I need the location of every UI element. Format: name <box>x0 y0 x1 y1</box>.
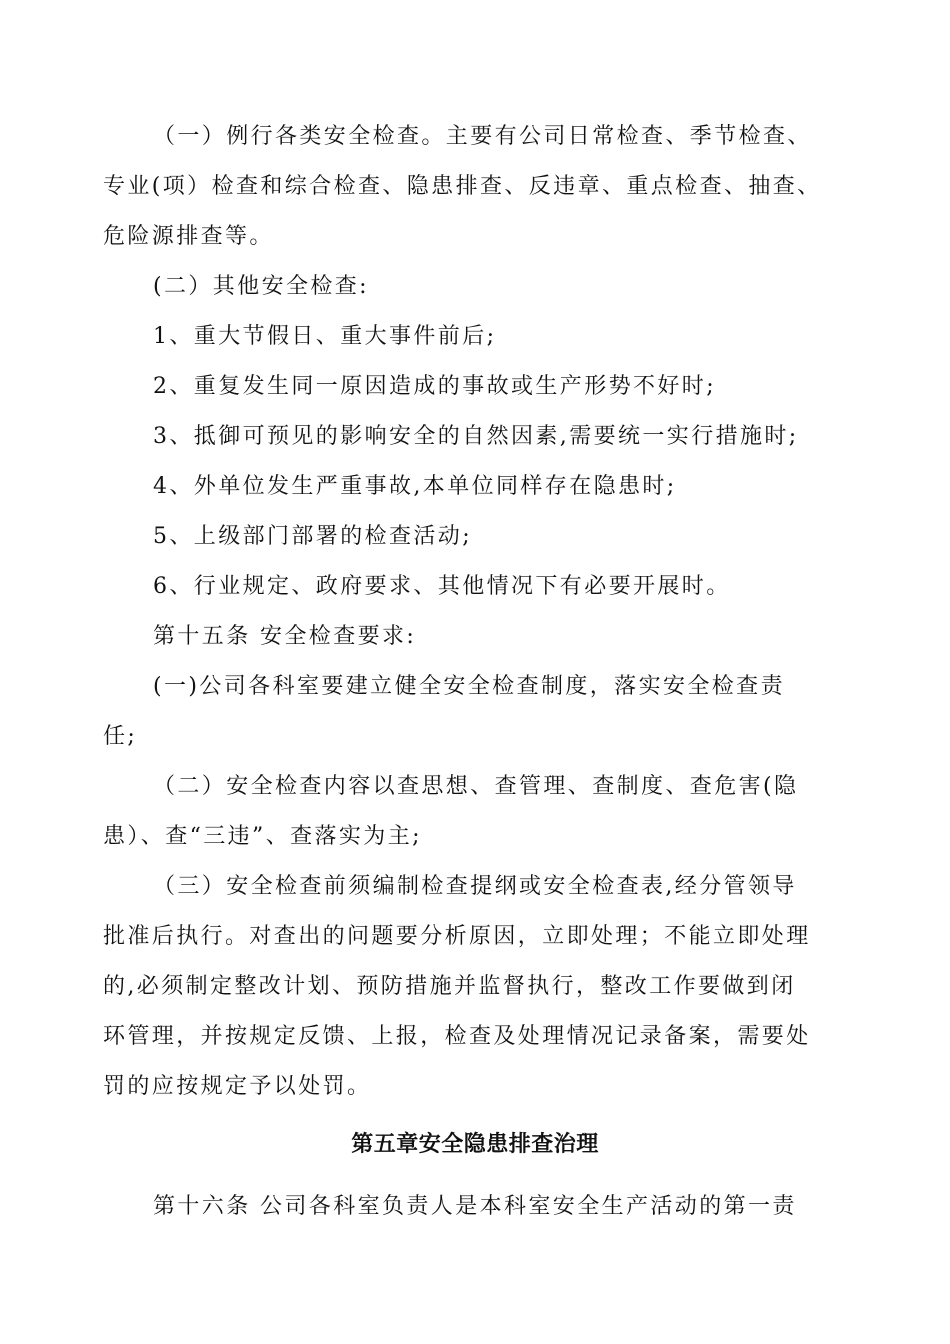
paragraph-line: 环管理，并按规定反馈、上报，检查及处理情况记录备案，需要处 <box>103 1024 811 1049</box>
list-item: 4、外单位发生严重事故,本单位同样存在隐患时; <box>153 474 677 499</box>
paragraph-line: （一）例行各类安全检查。主要有公司日常检查、季节检查、 <box>153 124 812 149</box>
paragraph-line: (二）其他安全检查: <box>153 274 369 299</box>
list-item: 2、重复发生同一原因造成的事故或生产形势不好时; <box>153 374 717 399</box>
paragraph-line: 的,必须制定整改计划、预防措施并监督执行，整改工作要做到闭 <box>103 974 796 999</box>
paragraph-line: (一)公司各科室要建立健全安全检查制度，落实安全检查责 <box>153 674 785 699</box>
article-heading: 第十五条 安全检查要求: <box>153 624 417 649</box>
paragraph-line: （三）安全检查前须编制检查提纲或安全检查表,经分管领导 <box>153 874 797 899</box>
list-item: 1、重大节假日、重大事件前后; <box>153 324 497 349</box>
paragraph-line: 任; <box>103 724 138 749</box>
paragraph-line: 批准后执行。对查出的问题要分析原因，立即处理；不能立即处理 <box>103 924 811 949</box>
list-item: 6、行业规定、政府要求、其他情况下有必要开展时。 <box>153 574 731 599</box>
chapter-heading: 第五章安全隐患排查治理 <box>351 1132 599 1157</box>
list-item: 3、抵御可预见的影响安全的自然因素,需要统一实行措施时; <box>153 424 799 449</box>
paragraph-line: （二）安全检查内容以查思想、查管理、查制度、查危害(隐 <box>153 774 799 799</box>
paragraph-line: 危险源排查等。 <box>103 224 274 249</box>
paragraph-line: 第十六条 公司各科室负责人是本科室安全生产活动的第一责 <box>153 1194 797 1219</box>
paragraph-line: 专业(项）检查和综合检查、隐患排查、反违章、重点检查、抽查、 <box>103 174 822 199</box>
paragraph-line: 患）、查“三违”、查落实为主; <box>103 824 422 849</box>
paragraph-line: 罚的应按规定予以处罚。 <box>103 1074 372 1099</box>
list-item: 5、上级部门部署的检查活动; <box>153 524 473 549</box>
